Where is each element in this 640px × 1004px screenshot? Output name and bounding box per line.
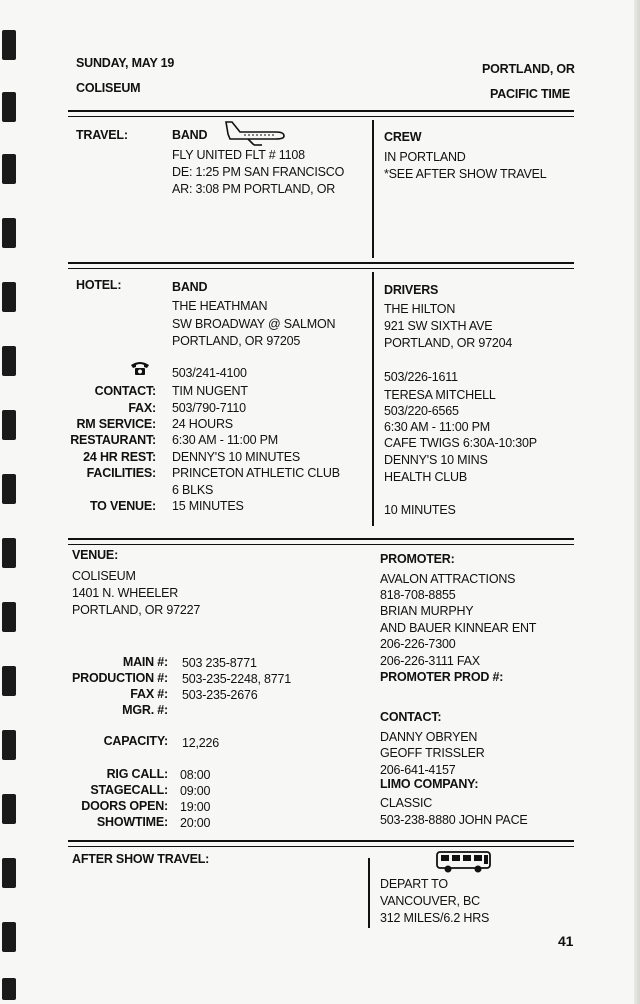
venue-address-3: PORTLAND, OR 97227 xyxy=(72,603,201,617)
hotel-row-label: FAX: xyxy=(128,401,156,415)
travel-band-heading: BAND xyxy=(172,128,208,142)
divider-header xyxy=(68,110,574,117)
venue-capacity-value: 12,226 xyxy=(182,736,220,750)
telephone-icon xyxy=(130,360,150,376)
venue-row-label: MAIN #: xyxy=(122,655,168,669)
hotel-row-label: RESTAURANT: xyxy=(70,433,156,447)
hotel-row-drivers: DENNY'S 10 MINS xyxy=(384,453,488,467)
hotel-row-band: PRINCETON ATHLETIC CLUB xyxy=(172,466,340,480)
hotel-to-venue-band: 15 MINUTES xyxy=(172,499,244,513)
hotel-band-heading: BAND xyxy=(172,280,208,294)
hotel-drivers-heading: DRIVERS xyxy=(384,283,439,297)
after-show-line-1: DEPART TO xyxy=(380,877,448,891)
promoter-label: PROMOTER: xyxy=(380,552,455,566)
travel-band-line-2: DE: 1:25 PM SAN FRANCISCO xyxy=(172,165,345,179)
promoter-limo-line-1: CLASSIC xyxy=(380,796,433,810)
hotel-band-address-2: SW BROADWAY @ SALMON xyxy=(172,317,336,331)
promoter-contact-line-1: DANNY OBRYEN xyxy=(380,730,478,744)
travel-band-line-3: AR: 3:08 PM PORTLAND, OR xyxy=(172,182,336,196)
travel-crew-heading: CREW xyxy=(384,130,422,144)
venue-capacity-label: CAPACITY: xyxy=(103,734,168,748)
venue-time-value: 08:00 xyxy=(180,768,211,782)
promoter-line-3: BRIAN MURPHY xyxy=(380,604,474,618)
promoter-line-6: 206-226-3111 FAX xyxy=(380,654,480,668)
header-venue: COLISEUM xyxy=(76,81,141,95)
venue-row-value: 503-235-2676 xyxy=(182,688,258,702)
travel-crew-line-1: IN PORTLAND xyxy=(384,150,466,164)
venue-address-1: COLISEUM xyxy=(72,569,136,583)
venue-row-value: 503-235-2248, 8771 xyxy=(182,672,291,686)
promoter-line-4: AND BAUER KINNEAR ENT xyxy=(380,621,537,635)
hotel-drivers-address-1: THE HILTON xyxy=(384,302,456,316)
hotel-facilities-extra: 6 BLKS xyxy=(172,483,214,497)
hotel-to-venue-label: TO VENUE: xyxy=(89,499,156,513)
promoter-contact-label: CONTACT: xyxy=(380,710,442,724)
hotel-row-drivers: CAFE TWIGS 6:30A-10:30P xyxy=(384,436,537,450)
divider-hotel xyxy=(68,538,574,545)
venue-time-label: STAGECALL: xyxy=(90,783,168,797)
hotel-row-label: CONTACT: xyxy=(94,384,156,398)
hotel-drivers-address-2: 921 SW SIXTH AVE xyxy=(384,319,493,333)
hotel-row-label: FACILITIES: xyxy=(86,466,156,480)
after-show-column-divider xyxy=(368,858,370,928)
venue-time-label: RIG CALL: xyxy=(106,767,168,781)
hotel-row-band: TIM NUGENT xyxy=(172,384,248,398)
venue-row-label: PRODUCTION #: xyxy=(71,671,168,685)
hotel-column-divider xyxy=(372,272,374,526)
venue-time-value: 09:00 xyxy=(180,784,211,798)
hotel-row-band: 6:30 AM - 11:00 PM xyxy=(172,433,278,447)
hotel-row-label: RM SERVICE: xyxy=(76,417,156,431)
header-timezone: PACIFIC TIME xyxy=(490,87,571,101)
promoter-line-1: AVALON ATTRACTIONS xyxy=(380,572,516,586)
divider-travel xyxy=(68,262,574,269)
venue-row-value: 503 235-8771 xyxy=(182,656,257,670)
venue-time-label: DOORS OPEN: xyxy=(81,799,168,813)
venue-label: VENUE: xyxy=(72,548,119,562)
hotel-drivers-address-3: PORTLAND, OR 97204 xyxy=(384,336,513,350)
promoter-limo-line-2: 503-238-8880 JOHN PACE xyxy=(380,813,528,827)
header-date: SUNDAY, MAY 19 xyxy=(76,56,175,70)
hotel-band-address-1: THE HEATHMAN xyxy=(172,299,268,313)
hotel-row-band: DENNY'S 10 MINUTES xyxy=(172,450,300,464)
hotel-row-band: 24 HOURS xyxy=(172,417,233,431)
after-show-line-3: 312 MILES/6.2 HRS xyxy=(380,911,490,925)
promoter-limo-label: LIMO COMPANY: xyxy=(380,777,479,791)
venue-address-2: 1401 N. WHEELER xyxy=(72,586,179,600)
venue-row-label: MGR. #: xyxy=(122,703,168,717)
promoter-prod-label: PROMOTER PROD #: xyxy=(380,670,504,684)
spiral-binding xyxy=(0,0,22,1004)
travel-column-divider xyxy=(372,120,374,258)
promoter-contact-line-2: GEOFF TRISSLER xyxy=(380,746,485,760)
hotel-band-phone: 503/241-4100 xyxy=(172,366,247,380)
hotel-row-drivers: 503/220-6565 xyxy=(384,404,459,418)
travel-crew-line-2: *SEE AFTER SHOW TRAVEL xyxy=(384,167,547,181)
hotel-row-drivers: TERESA MITCHELL xyxy=(384,388,496,402)
header-city: PORTLAND, OR xyxy=(482,62,575,76)
travel-band-line-1: FLY UNITED FLT # 1108 xyxy=(172,148,305,162)
hotel-row-band: 503/790-7110 xyxy=(172,401,246,415)
travel-label: TRAVEL: xyxy=(76,128,128,142)
venue-row-label: FAX #: xyxy=(130,687,168,701)
bus-icon xyxy=(436,850,492,874)
page-number: 41 xyxy=(558,933,574,949)
airplane-icon xyxy=(224,120,286,146)
hotel-row-label: 24 HR REST: xyxy=(83,450,156,464)
hotel-row-drivers: 6:30 AM - 11:00 PM xyxy=(384,420,490,434)
venue-time-label: SHOWTIME: xyxy=(96,815,168,829)
hotel-drivers-phone: 503/226-1611 xyxy=(384,370,458,384)
venue-time-value: 19:00 xyxy=(180,800,211,814)
hotel-label: HOTEL: xyxy=(76,278,122,292)
after-show-line-2: VANCOUVER, BC xyxy=(380,894,480,908)
promoter-contact-line-3: 206-641-4157 xyxy=(380,763,456,777)
venue-time-value: 20:00 xyxy=(180,816,211,830)
promoter-line-5: 206-226-7300 xyxy=(380,637,456,651)
hotel-row-drivers: HEALTH CLUB xyxy=(384,470,468,484)
divider-venue xyxy=(68,840,574,847)
hotel-band-address-3: PORTLAND, OR 97205 xyxy=(172,334,301,348)
after-show-label: AFTER SHOW TRAVEL: xyxy=(72,852,210,866)
promoter-line-2: 818-708-8855 xyxy=(380,588,456,602)
hotel-to-venue-drivers: 10 MINUTES xyxy=(384,503,456,517)
